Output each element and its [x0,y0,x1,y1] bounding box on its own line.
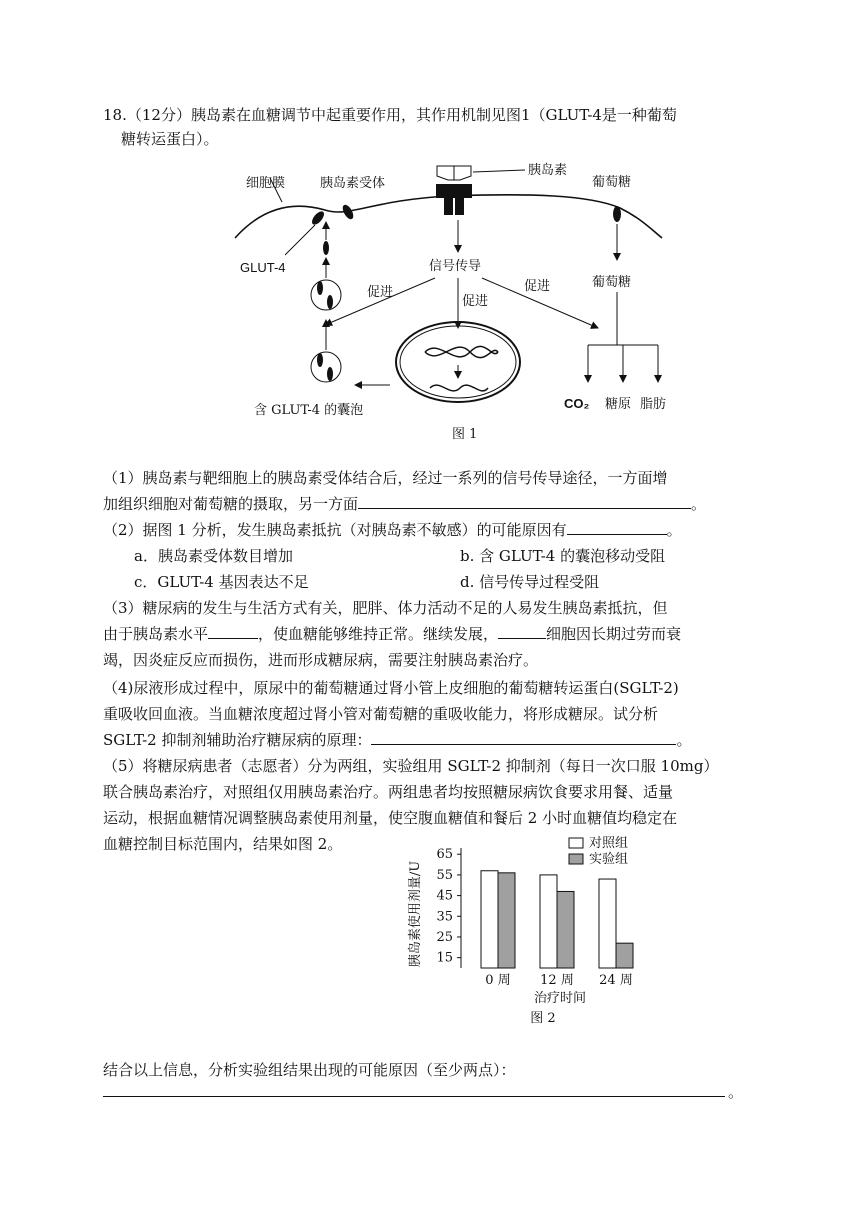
part4-line1: （4)尿液形成过程中，原尿中的葡萄糖通过肾小管上皮细胞的葡萄糖转运蛋白(SGLT-2) [103,679,679,697]
x-tick-label: 12 周 [540,973,574,988]
part1-end: 。 [691,495,707,513]
label-signal: 信号传导 [429,259,482,274]
legend-swatch-control [569,838,583,848]
final-end: 。 [728,1083,744,1101]
option-d: d. 信号传导过程受阻 [460,573,600,591]
label-promote-right: 促进 [524,279,551,294]
answer-blank-1[interactable] [358,492,691,509]
x-tick-label: 24 周 [599,973,633,988]
legend-label-experiment: 实验组 [589,852,629,867]
label-co2: CO₂ [564,396,590,411]
label-fat: 脂肪 [640,397,667,412]
chart-ylabel: 胰岛素使用剂量/U [408,860,423,968]
part2-end: 。 [666,521,682,539]
bar-1-0 [498,873,515,968]
option-a: a．胰岛素受体数目增加 [134,547,293,565]
option-b: b. 含 GLUT-4 的囊泡移动受阻 [460,547,666,565]
label-glut4: GLUT-4 [240,260,286,275]
bar-0-0 [481,871,498,968]
label-cell-membrane: 细胞膜 [246,176,286,191]
y-tick-label: 35 [436,909,453,925]
label-promote-left: 促进 [367,285,394,300]
label-vesicle: 含 GLUT-4 的囊泡 [254,403,364,418]
part5-line4: 血糖控制目标范围内，结果如图 2。 [103,835,343,853]
figure-1-diagram [230,160,670,445]
y-tick-label: 15 [436,950,453,966]
part3-line1: （3）糖尿病的发生与生活方式有关，肥胖、体力活动不足的人易发生胰岛素抵抗，但 [103,599,668,617]
label-glucose-top: 葡萄糖 [592,175,632,190]
answer-blank-4[interactable] [371,728,676,745]
figure-1-caption: 图 1 [452,427,478,442]
part3-line2a: 由于胰岛素水平 [103,625,209,643]
part3-line2c: 细胞因长期过劳而衰 [546,625,682,643]
part1-line1: （1）胰岛素与靶细胞上的胰岛素受体结合后，经过一系列的信号传导途径，一方面增 [103,469,668,487]
chart-xlabel: 治疗时间 [533,991,587,1006]
part4-line3 [103,728,691,752]
y-tick-label: 55 [436,867,453,883]
answer-blank-3b[interactable] [498,622,546,639]
y-tick-label: 45 [436,888,453,904]
part4-line3-text: SGLT-2 抑制剂辅助治疗糖尿病的原理： [103,731,372,749]
part3-line2b: ，使血糖能够维持正常。继续发展， [258,625,499,643]
part3-line2 [103,622,681,646]
answer-blank-2[interactable] [567,518,667,535]
label-promote-mid: 促进 [462,294,489,309]
part4-line2: 重吸收回血液。当血糖浓度超过肾小管对葡萄糖的重吸收能力，将形成糖尿。试分析 [103,705,659,723]
bar-0-1 [540,875,557,968]
part5-line3: 运动，根据血糖情况调整胰岛素使用剂量，使空腹血糖值和餐后 2 小时血糖值均稳定在 [103,809,678,827]
x-tick-label: 0 周 [485,973,511,988]
insulin-receptor-shape [436,166,472,215]
part4-end: 。 [676,731,692,749]
part2-text: （2）据图 1 分析，发生胰岛素抵抗（对胰岛素不敏感）的可能原因有 [103,521,567,539]
bar-1-1 [557,891,574,968]
label-insulin-receptor: 胰岛素受体 [320,176,386,191]
legend-label-control: 对照组 [589,836,629,851]
part1-line2 [103,492,706,516]
figure-2-caption: 图 2 [530,1011,556,1026]
question-title: 18.（12分）胰岛素在血糖调节中起重要作用，其作用机制见图1（GLUT-4是一种葡萄 [103,106,677,124]
option-c: c．GLUT-4 基因表达不足 [134,573,309,591]
final-question: 结合以上信息，分析实验组结果出现的可能原因（至少两点）： [103,1061,516,1079]
part2-line1 [103,518,682,542]
bar-0-2 [599,879,616,968]
y-tick-label: 65 [436,847,453,863]
part3-line3: 竭，因炎症反应而损伤，进而形成糖尿病，需要注射胰岛素治疗。 [103,651,539,669]
label-glycogen: 糖原 [605,397,632,412]
part5-line2: 联合胰岛素治疗，对照组仅用胰岛素治疗。两组患者均按照糖尿病饮食要求用餐、适量 [103,783,674,801]
part5-line1: （5）将糖尿病患者（志愿者）分为两组，实验组用 SGLT-2 抑制剂（每日一次口服 10mg） [103,757,719,775]
question-title-cont: 糖转运蛋白）。 [121,130,219,148]
bar-1-2 [616,943,633,968]
figure-2-bar-chart [395,832,665,1032]
label-insulin: 胰岛素 [528,163,568,178]
answer-blank-3a[interactable] [208,622,258,639]
label-glucose-inner: 葡萄糖 [592,275,632,290]
y-tick-label: 25 [436,929,453,945]
legend-swatch-experiment [569,854,583,864]
answer-blank-5[interactable] [103,1096,725,1097]
part1-line2-text: 加组织细胞对葡萄糖的摄取，另一方面 [103,495,359,513]
